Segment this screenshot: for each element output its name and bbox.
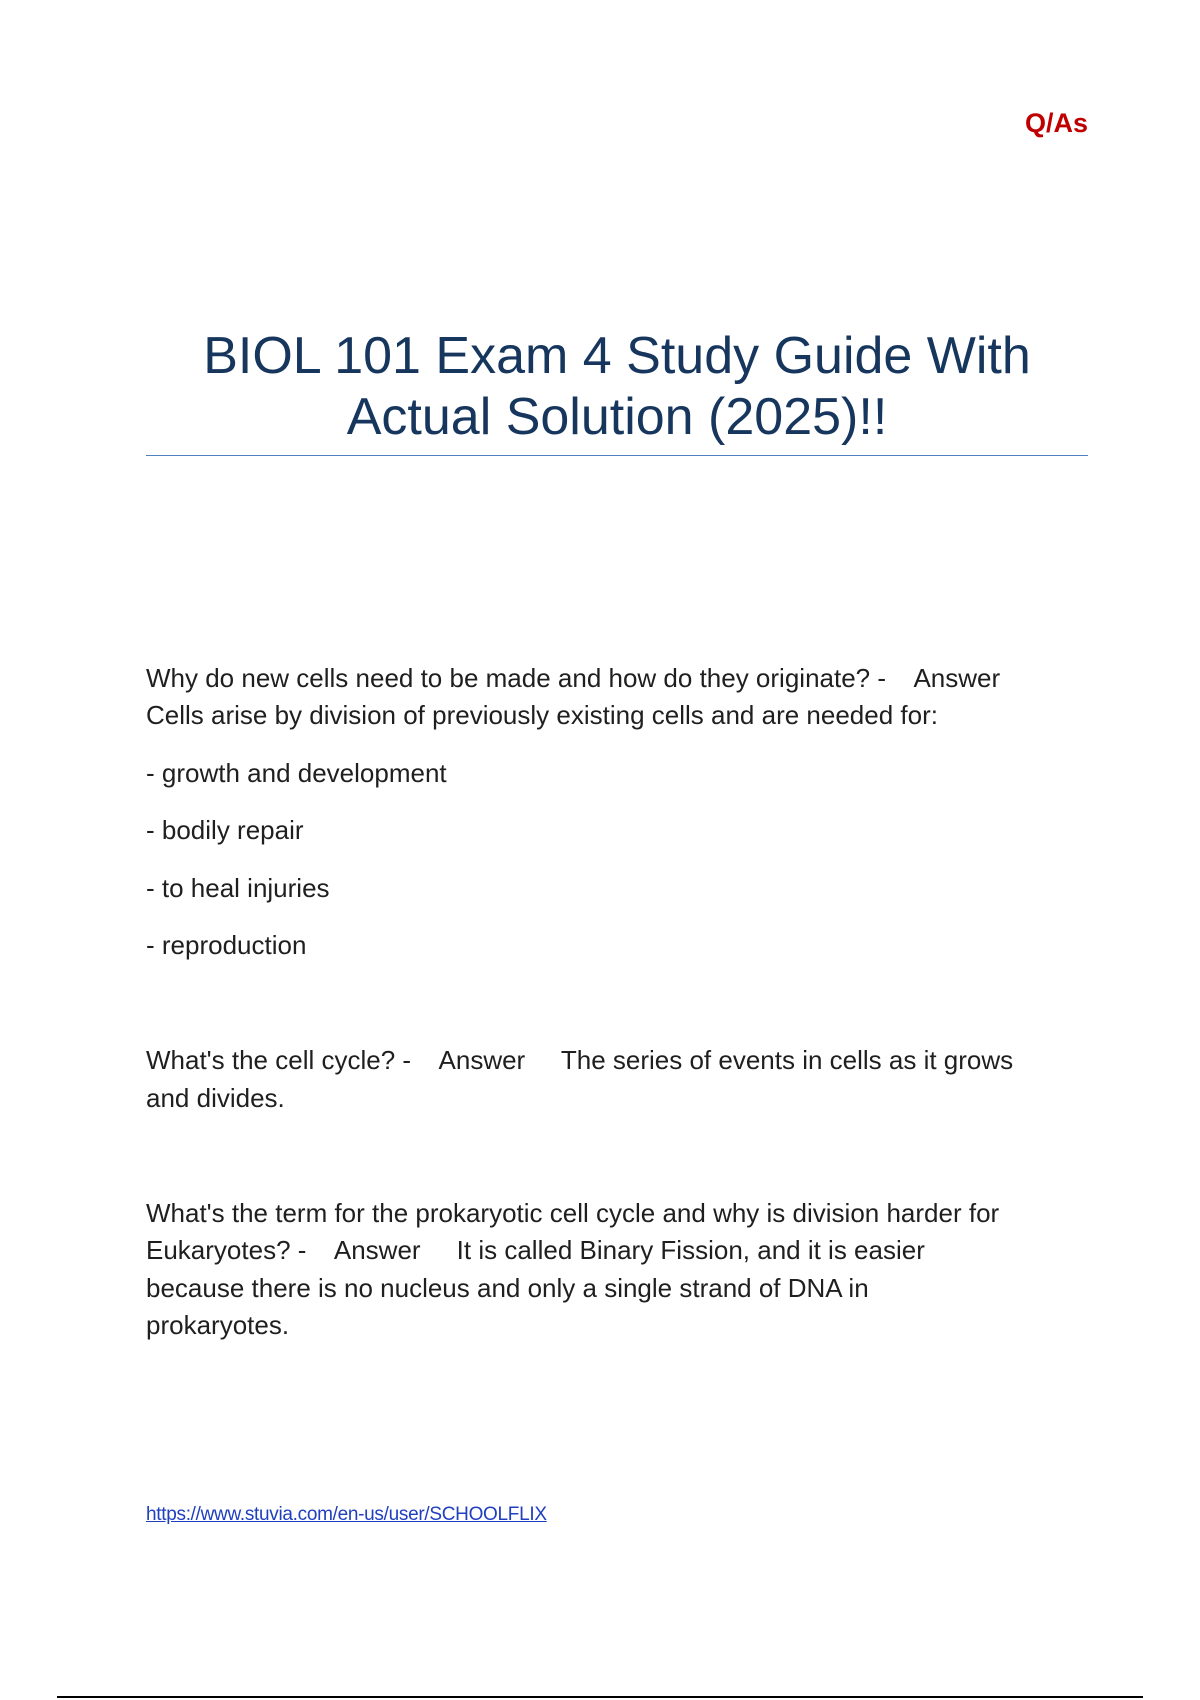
question-1-line-2: Cells arise by division of previously existing cells and are needed for: (146, 700, 938, 730)
question-3-line-3: because there is no nucleus and only a single strand of DNA in (146, 1273, 869, 1303)
question-3-line-4: prokaryotes. (146, 1310, 290, 1340)
bullet-item: - reproduction (146, 930, 307, 960)
question-3-line-1: What's the term for the prokaryotic cell cycle and why is division harder for (146, 1198, 1000, 1228)
footer-divider (57, 1696, 1143, 1698)
bullet-item: - bodily repair (146, 815, 304, 845)
stuvia-profile-link[interactable]: https://www.stuvia.com/en-us/user/SCHOOLFLIX (146, 1504, 547, 1525)
title-line-2: Actual Solution (2025)!! (346, 388, 888, 446)
bullet-item: - to heal injuries (146, 873, 330, 903)
title-divider (146, 455, 1088, 456)
question-2-line-1: What's the cell cycle? - Answer The series of events in cells as it grows (146, 1045, 1014, 1075)
question-2-line-2: and divides. (146, 1083, 285, 1113)
qas-tag: Q/As (1024, 108, 1088, 138)
document-title (146, 326, 1088, 448)
question-3-line-2: Eukaryotes? - Answer It is called Binary Fission, and it is easier (146, 1235, 925, 1265)
bullet-item: - growth and development (146, 758, 447, 788)
title-line-1: BIOL 101 Exam 4 Study Guide With (203, 327, 1031, 385)
question-1-line-1: Why do new cells need to be made and how do they originate? - Answer (146, 663, 1001, 693)
